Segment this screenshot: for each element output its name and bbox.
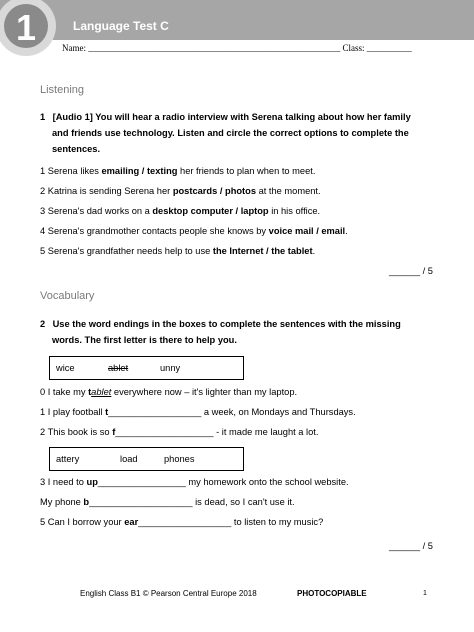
name-label: Name: [62, 43, 86, 53]
listening-heading: Listening [40, 84, 85, 96]
word-ending: attery [56, 454, 80, 464]
instruction-number: 2 [40, 319, 46, 329]
answer-blank[interactable]: ____________________ [89, 497, 193, 507]
example-answer: ablet [91, 387, 112, 397]
word-endings-box [49, 447, 244, 471]
option-choice[interactable]: postcards / photos [172, 186, 256, 196]
vocabulary-item: 5 Can I borrow your ear__________________ to listen to my music? [40, 517, 324, 527]
word-ending: wice [56, 363, 75, 373]
word-ending: unny [160, 363, 181, 373]
vocabulary-item: 3 I need to up_________________ my homework onto the school website. [40, 477, 349, 487]
listening-item: 2 Katrina is sending Serena her postcards / photos at the moment. [40, 186, 321, 196]
vocabulary-item: 1 I play football t__________________ a week, on Mondays and Thursdays. [40, 407, 356, 417]
vocabulary-item: 2 This book is so f___________________ - it made me laught a lot. [40, 427, 319, 437]
name-blank[interactable]: ________________________________________________________ [88, 43, 341, 53]
listening-item: 4 Serena's grandmother contacts people she knows by voice mail / email. [40, 226, 348, 236]
word-ending-used: ablet [108, 363, 129, 373]
listening-item: 3 Serena's dad works on a desktop computer / laptop in his office. [40, 206, 321, 216]
listening-item: 1 Serena likes emailing / texting her friends to plan when to meet. [40, 166, 316, 176]
option-choice[interactable]: the Internet / the tablet [212, 246, 313, 256]
answer-blank[interactable]: _________________ [97, 477, 186, 487]
test-title: Language Test C [73, 19, 169, 33]
vocabulary-item: My phone b____________________ is dead, so I can't use it. [40, 497, 295, 507]
vocabulary-instruction: 2 Use the word endings in the boxes to complete the sentences with the missing words. The first letter is there to help you. [40, 316, 430, 348]
option-choice[interactable]: emailing / texting [101, 166, 178, 176]
option-choice[interactable]: voice mail / email [268, 226, 346, 236]
header-bar [0, 0, 474, 40]
class-blank[interactable]: __________ [366, 43, 412, 53]
vocabulary-score: ______ / 5 [389, 541, 433, 551]
vocabulary-heading: Vocabulary [40, 290, 95, 302]
option-choice[interactable]: desktop computer / laptop [152, 206, 269, 216]
word-ending: phones [164, 454, 195, 464]
answer-blank[interactable]: __________________ [108, 407, 202, 417]
answer-blank[interactable]: ___________________ [115, 427, 214, 437]
answer-blank[interactable]: __________________ [138, 517, 232, 527]
word-ending: load [120, 454, 138, 464]
listening-score: ______ / 5 [389, 266, 433, 276]
vocabulary-example: 0 I take my tablet everywhere now – it's lighter than my laptop. [40, 387, 298, 397]
word-endings-box [49, 356, 244, 380]
footer-photocopiable: PHOTOCOPIABLE [297, 589, 367, 598]
listening-item: 5 Serena's grandfather needs help to use the Internet / the tablet. [40, 246, 316, 256]
listening-instruction: 1 [Audio 1] You will hear a radio interview with Serena talking about how her family and friends use technology. Listen and circle the correct options to complete the sentences. [40, 109, 430, 157]
unit-number-badge [0, 0, 62, 62]
unit-number: 1 [15, 7, 37, 48]
instruction-number: 1 [40, 112, 46, 122]
name-class-line [62, 43, 412, 53]
class-label: Class: [342, 43, 365, 53]
footer-copyright: English Class B1 © Pearson Central Europe 2018 [80, 589, 257, 598]
page-number: 1 [423, 590, 427, 597]
